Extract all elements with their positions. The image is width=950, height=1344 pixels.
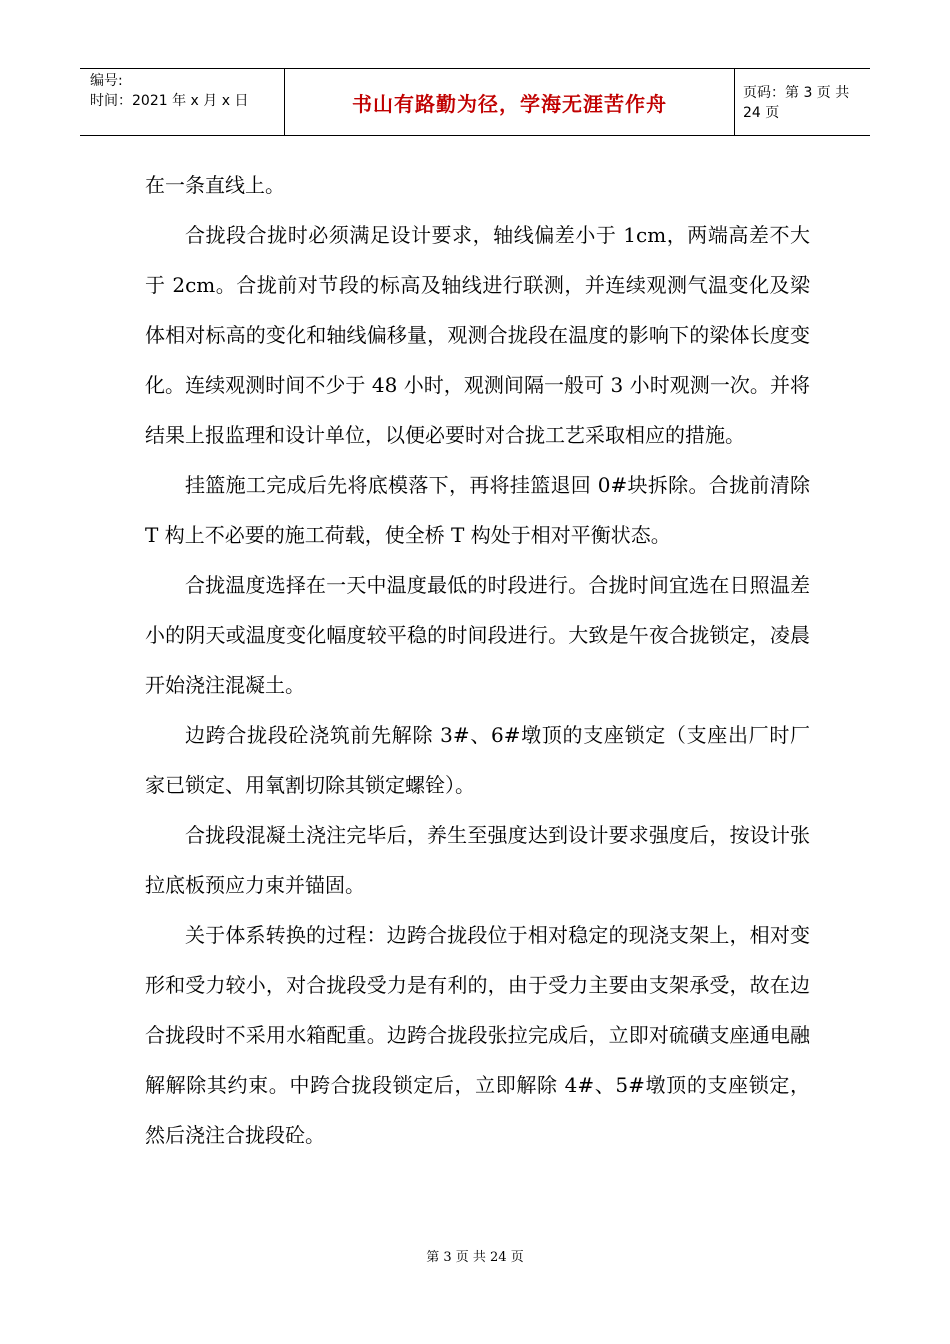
header-page-info: 页码：第 3 页 共 24 页	[743, 85, 850, 121]
footer-page-number: 第 3 页 共 24 页	[426, 1250, 524, 1265]
document-header	[80, 68, 870, 136]
page-footer	[0, 1246, 950, 1265]
paragraph: 关于体系转换的过程：边跨合拢段位于相对稳定的现浇支架上，相对变形和受力较小，对合拢段受力是有利的，由于受力主要由支架承受，故在边合拢段时不采用水箱配重。边跨合拢段张拉完成后，立即对硫磺支座通电融解解除其约束。中跨合拢段锁定后，立即解除 4#、5#墩顶的支座锁定，然后浇注合拢段砼。	[145, 923, 810, 1147]
paragraph: 合拢段合拢时必须满足设计要求，轴线偏差小于 1cm，两端高差不大于 2cm。合拢前对节段的标高及轴线进行联测，并连续观测气温变化及梁体相对标高的变化和轴线偏移量，观测合拢段在温度的影响下的梁体长度变化。连续观测时间不少于 48 小时，观测间隔一般可 3 小时观测一次。并将结果上报监理和设计单位，以便必要时对合拢工艺采取相应的措施。	[145, 223, 810, 447]
paragraph: 边跨合拢段砼浇筑前先解除 3#、6#墩顶的支座锁定（支座出厂时厂家已锁定、用氧割切除其锁定螺铨）。	[145, 723, 810, 797]
header-meta-cell	[80, 69, 285, 135]
paragraph-continuation: 在一条直线上。	[145, 173, 285, 197]
paragraph: 挂篮施工完成后先将底模落下，再将挂篮退回 0#块拆除。合拢前清除 T 构上不必要的施工荷载，使全桥 T 构处于相对平衡状态。	[145, 473, 810, 547]
document-body	[145, 160, 810, 1160]
document-date: 时间：2021 年 x 月 x 日	[90, 93, 249, 109]
header-motto-cell	[285, 69, 735, 135]
paragraph: 合拢段混凝土浇注完毕后，养生至强度达到设计要求强度后，按设计张拉底板预应力束并锚固。	[145, 823, 810, 897]
document-number-label: 编号:	[90, 73, 123, 89]
header-page-cell	[735, 69, 870, 135]
header-motto: 书山有路勤为径，学海无涯苦作舟	[352, 91, 667, 116]
paragraph: 合拢温度选择在一天中温度最低的时段进行。合拢时间宜选在日照温差小的阴天或温度变化幅度较平稳的时间段进行。大致是午夜合拢锁定，凌晨开始浇注混凝土。	[145, 573, 810, 697]
